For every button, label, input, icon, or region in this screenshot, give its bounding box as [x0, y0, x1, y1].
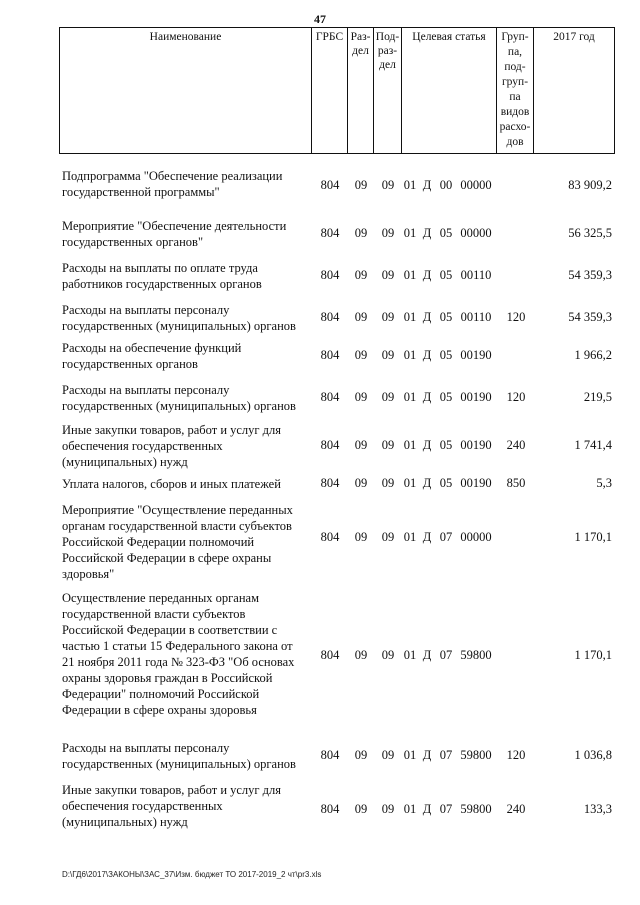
row-t2: Д [422, 438, 432, 452]
row-t3: 07 [439, 648, 453, 662]
row-amount: 1 966,2 [574, 348, 612, 362]
row-amount: 54 359,3 [568, 310, 612, 324]
row-t2: Д [422, 226, 432, 240]
header-divider [533, 27, 534, 154]
row-vr: 850 [506, 476, 526, 490]
row-t1: 01 [403, 748, 417, 762]
row-grbs: 804 [320, 310, 340, 324]
row-grbs: 804 [320, 438, 340, 452]
row-grbs: 804 [320, 476, 340, 490]
row-t1: 01 [403, 348, 417, 362]
header-name: Наименование [149, 31, 222, 43]
header-group: Груп- па, под- груп- па видов расхо- дов [499, 31, 531, 148]
row-pr: 09 [381, 530, 395, 544]
row-name: Осуществление переданных органам государственной власти субъектов Российской Федерации в соответствии с частью 1 статьи 15 Федерального закона от 21 ноября 2011 года № 323-ФЗ "Об основах охраны здоровья граждан в Российской Федерации" полномочий Российской Федерации в сфере охраны здоровья [62, 591, 295, 717]
row-t2: Д [422, 530, 432, 544]
row-t3: 07 [439, 802, 453, 816]
row-pr: 09 [381, 178, 395, 192]
row-rz: 09 [354, 648, 368, 662]
row-t2: Д [422, 748, 432, 762]
row-rz: 09 [354, 476, 368, 490]
row-t4: 00190 [460, 476, 492, 490]
row-t1: 01 [403, 476, 417, 490]
row-rz: 09 [354, 802, 368, 816]
row-amount: 133,3 [583, 802, 612, 816]
row-pr: 09 [381, 802, 395, 816]
row-grbs: 804 [320, 178, 340, 192]
row-amount: 219,5 [583, 390, 612, 404]
row-rz: 09 [354, 530, 368, 544]
row-t3: 07 [439, 530, 453, 544]
row-name: Расходы на выплаты персоналу государственных (муниципальных) органов [62, 741, 296, 771]
header-divider [401, 27, 402, 154]
row-t4: 00190 [460, 348, 492, 362]
header-target: Целевая статья [412, 31, 486, 43]
row-amount: 1 170,1 [574, 530, 612, 544]
row-amount: 54 359,3 [568, 268, 612, 282]
row-name: Иные закупки товаров, работ и услуг для обеспечения государственных (муниципальных) нужд [62, 423, 282, 469]
row-t1: 01 [403, 390, 417, 404]
row-grbs: 804 [320, 348, 340, 362]
row-t4: 00000 [460, 178, 492, 192]
row-name: Мероприятие "Осуществление переданных органам государственной власти субъектов Российской Федерации полномочий Российской Федерации в сфере охраны здоровья" [62, 503, 293, 581]
header-bottom-border [59, 153, 615, 154]
row-vr: 120 [506, 390, 526, 404]
row-t3: 00 [439, 178, 453, 192]
row-pr: 09 [381, 476, 395, 490]
file-path-footer: D:\ГД6\2017\ЗАКОНЫ\ЗАС_37\Изм. бюджет ТО 2017-2019_2 чт\pr3.xls [62, 870, 322, 879]
row-vr: 120 [506, 310, 526, 324]
row-t2: Д [422, 178, 432, 192]
row-name: Подпрограмма "Обеспечение реализации государственной программы" [62, 169, 283, 199]
row-t3: 05 [439, 310, 453, 324]
row-rz: 09 [354, 438, 368, 452]
header-divider [59, 27, 60, 154]
row-vr: 240 [506, 802, 526, 816]
row-t3: 05 [439, 390, 453, 404]
row-t1: 01 [403, 310, 417, 324]
row-t2: Д [422, 648, 432, 662]
row-t2: Д [422, 802, 432, 816]
row-pr: 09 [381, 648, 395, 662]
row-t1: 01 [403, 178, 417, 192]
header-top-border [59, 27, 615, 28]
row-rz: 09 [354, 390, 368, 404]
row-t1: 01 [403, 438, 417, 452]
row-grbs: 804 [320, 390, 340, 404]
row-grbs: 804 [320, 226, 340, 240]
row-rz: 09 [354, 268, 368, 282]
row-vr: 120 [506, 748, 526, 762]
row-t3: 05 [439, 438, 453, 452]
row-amount: 1 170,1 [574, 648, 612, 662]
row-pr: 09 [381, 390, 395, 404]
row-name: Расходы на выплаты по оплате труда работников государственных органов [62, 261, 262, 291]
row-t3: 05 [439, 476, 453, 490]
row-t4: 59800 [460, 648, 492, 662]
row-t3: 05 [439, 268, 453, 282]
row-pr: 09 [381, 438, 395, 452]
row-amount: 1 741,4 [574, 438, 612, 452]
row-t4: 59800 [460, 802, 492, 816]
row-name: Мероприятие "Обеспечение деятельности государственных органов" [62, 219, 287, 249]
header-divider [614, 27, 615, 154]
row-t1: 01 [403, 530, 417, 544]
row-grbs: 804 [320, 802, 340, 816]
row-vr: 240 [506, 438, 526, 452]
row-t1: 01 [403, 802, 417, 816]
row-t4: 00110 [460, 310, 492, 324]
row-t4: 00000 [460, 530, 492, 544]
row-t2: Д [422, 390, 432, 404]
row-t2: Д [422, 348, 432, 362]
row-grbs: 804 [320, 530, 340, 544]
row-name: Уплата налогов, сборов и иных платежей [62, 477, 281, 491]
row-t3: 05 [439, 348, 453, 362]
header-podrazdel: Под- раз- дел [375, 31, 400, 71]
header-razdel: Раз- дел [350, 31, 371, 57]
row-rz: 09 [354, 178, 368, 192]
row-rz: 09 [354, 348, 368, 362]
row-grbs: 804 [320, 748, 340, 762]
row-grbs: 804 [320, 268, 340, 282]
row-pr: 09 [381, 268, 395, 282]
row-name: Расходы на выплаты персоналу государственных (муниципальных) органов [62, 303, 296, 333]
row-t3: 07 [439, 748, 453, 762]
row-t4: 00110 [460, 268, 492, 282]
row-rz: 09 [354, 748, 368, 762]
row-pr: 09 [381, 226, 395, 240]
row-pr: 09 [381, 310, 395, 324]
row-rz: 09 [354, 310, 368, 324]
row-amount: 5,3 [596, 476, 612, 490]
row-name: Иные закупки товаров, работ и услуг для обеспечения государственных (муниципальных) нужд [62, 783, 282, 829]
row-t2: Д [422, 310, 432, 324]
row-amount: 83 909,2 [568, 178, 612, 192]
row-pr: 09 [381, 348, 395, 362]
row-t4: 00190 [460, 390, 492, 404]
row-amount: 56 325,5 [568, 226, 612, 240]
header-grbs: ГРБС [315, 31, 344, 43]
row-pr: 09 [381, 748, 395, 762]
row-t1: 01 [403, 648, 417, 662]
row-rz: 09 [354, 226, 368, 240]
row-t4: 00000 [460, 226, 492, 240]
row-name: Расходы на обеспечение функций государственных органов [62, 341, 242, 371]
row-amount: 1 036,8 [574, 748, 612, 762]
row-grbs: 804 [320, 648, 340, 662]
row-t1: 01 [403, 226, 417, 240]
page-number: 47 [314, 12, 326, 26]
header-year: 2017 год [553, 31, 595, 43]
row-name: Расходы на выплаты персоналу государственных (муниципальных) органов [62, 383, 296, 413]
row-t1: 01 [403, 268, 417, 282]
row-t2: Д [422, 476, 432, 490]
row-t4: 59800 [460, 748, 492, 762]
row-t2: Д [422, 268, 432, 282]
header-divider [311, 27, 312, 154]
row-t3: 05 [439, 226, 453, 240]
row-t4: 00190 [460, 438, 492, 452]
